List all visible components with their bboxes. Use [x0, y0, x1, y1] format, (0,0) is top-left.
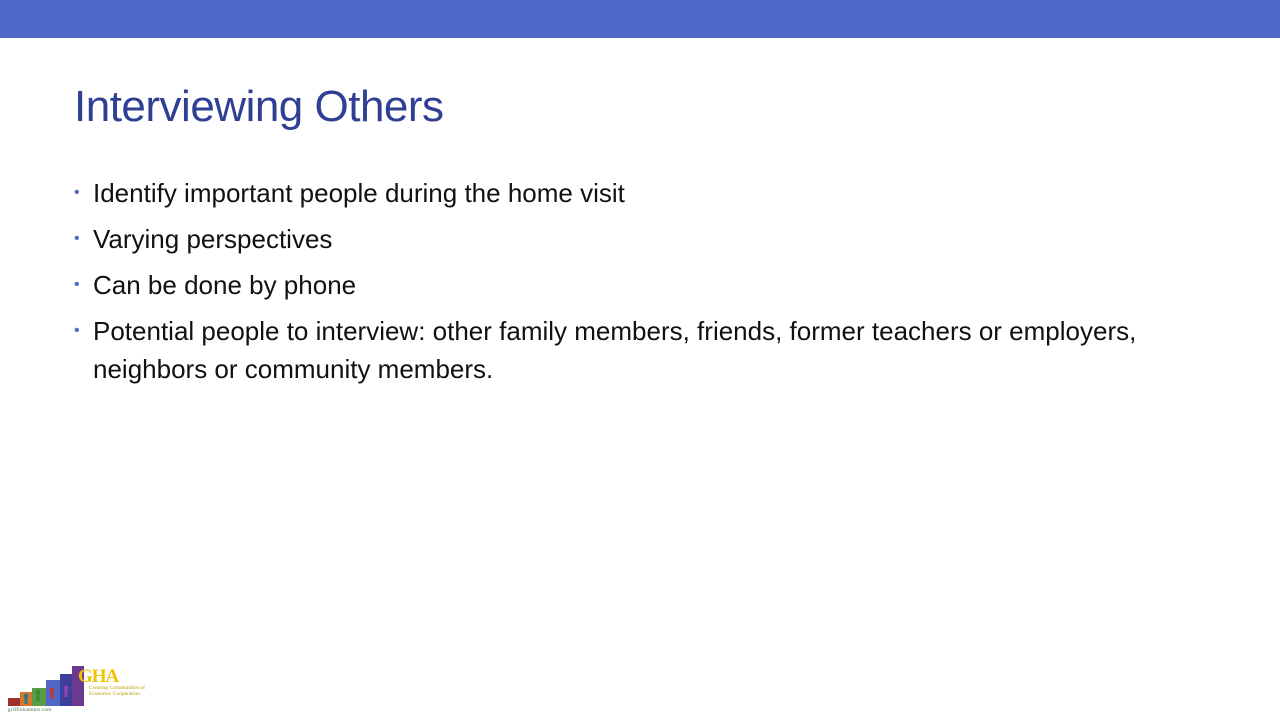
- bullet-marker: •: [74, 276, 80, 293]
- logo-tagline: Creating Communities of Economic Cooperation: [89, 685, 145, 697]
- slide-title: Interviewing Others: [74, 82, 444, 131]
- bullet-marker: •: [74, 184, 80, 201]
- bullet-text: Identify important people during the home visit: [93, 178, 625, 208]
- bullet-item: [74, 266, 1184, 304]
- bullet-item: [74, 174, 1184, 212]
- bullet-marker: •: [74, 322, 80, 339]
- bullet-item: [74, 220, 1184, 258]
- bullet-marker: •: [74, 230, 80, 247]
- logo-name: GHA: [78, 666, 119, 687]
- bullet-text: Potential people to interview: other family members, friends, former teachers or employers, neighbors or community members.: [93, 316, 1137, 384]
- bullet-list: [74, 174, 1184, 396]
- bullet-text: Varying perspectives: [93, 224, 333, 254]
- bullet-text: Can be done by phone: [93, 270, 357, 300]
- gha-logo: [6, 664, 146, 714]
- logo-url: griffinhammis.com: [8, 708, 52, 713]
- top-accent-bar: [0, 0, 1280, 38]
- bullet-item: [74, 312, 1184, 388]
